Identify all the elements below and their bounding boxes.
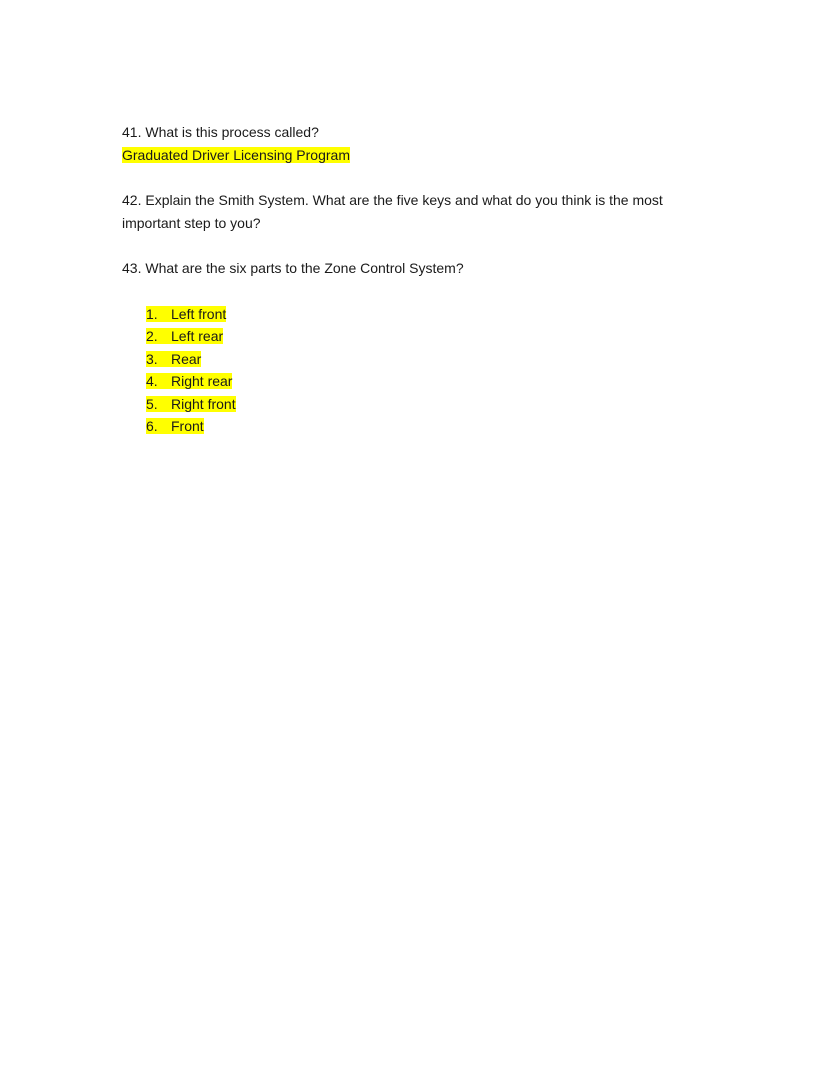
document-content	[122, 121, 722, 438]
list-item-label: Left rear	[171, 328, 224, 344]
answer-41: Graduated Driver Licensing Program	[122, 146, 350, 163]
list-item-number: 1.	[146, 305, 158, 322]
list-item	[146, 393, 722, 416]
list-item-label: Rear	[171, 350, 202, 367]
question-41: 41. What is this process called?	[122, 124, 319, 140]
list-item-number: 4.	[146, 373, 158, 389]
list-item-label: Right front	[171, 395, 236, 412]
list-item-number: 2.	[146, 328, 158, 344]
list-item	[146, 325, 722, 348]
zone-control-list	[146, 303, 722, 438]
list-item-number: 6.	[146, 418, 158, 434]
list-item-label: Front	[171, 418, 204, 434]
list-item-number: 3.	[146, 350, 158, 367]
list-item	[146, 348, 722, 371]
question-43: 43. What are the six parts to the Zone Control System?	[122, 260, 464, 276]
list-item	[146, 370, 722, 393]
list-item-number: 5.	[146, 395, 158, 412]
list-item-label: Left front	[171, 305, 227, 322]
question-42: 42. Explain the Smith System. What are the five keys and what do you think is the most important step to you?	[122, 192, 663, 231]
list-item-label: Right rear	[171, 373, 233, 389]
list-item	[146, 303, 722, 326]
list-item	[146, 415, 722, 438]
